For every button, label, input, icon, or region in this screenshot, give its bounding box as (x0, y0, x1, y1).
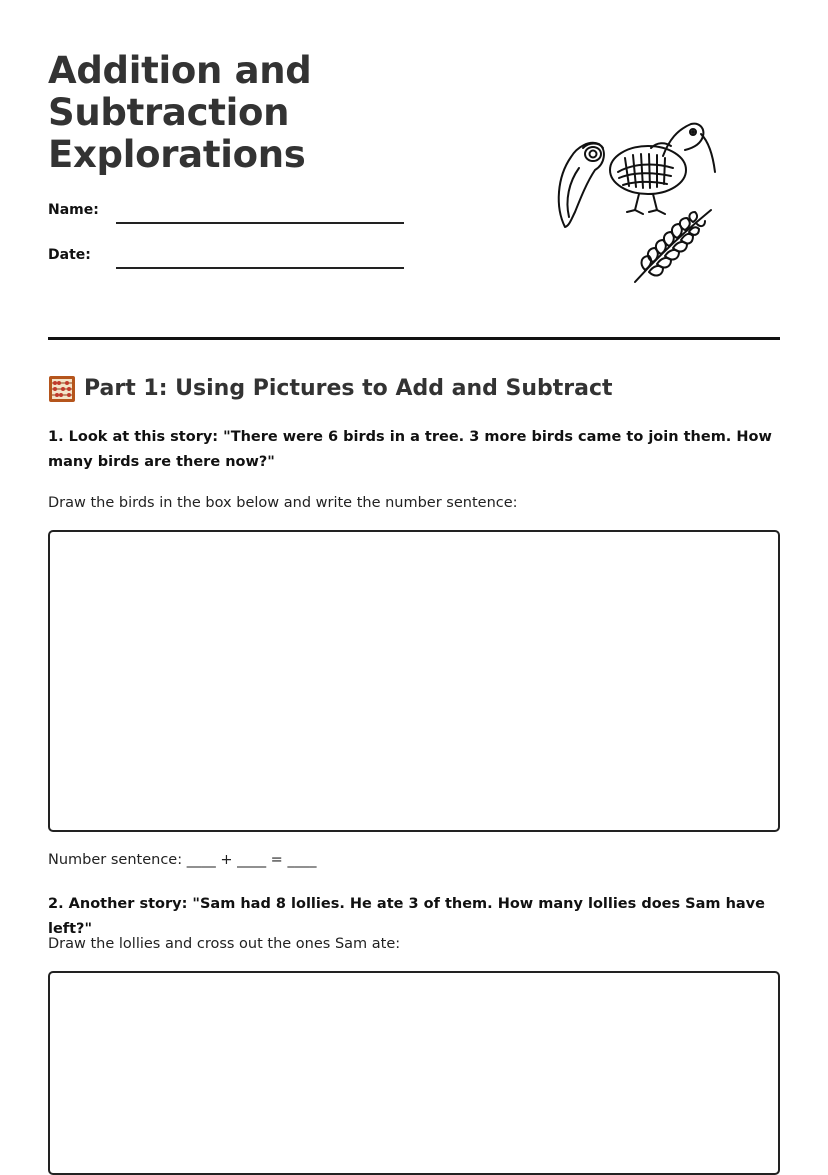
title-line-2: Subtraction (48, 91, 290, 134)
part1-heading (48, 374, 613, 404)
number-sentence: Number sentence: ____ + ____ = ____ (48, 852, 317, 868)
question-1: 1. Look at this story: "There were 6 birds in a tree. 3 more birds came to join them. How many birds are there now?" (48, 429, 772, 470)
section-divider (48, 337, 780, 340)
worksheet-page (48, 0, 780, 1118)
date-label: Date: (48, 247, 91, 263)
part1-title: Part 1: Using Pictures to Add and Subtract (84, 376, 613, 401)
page-title (48, 50, 312, 176)
question-2: 2. Another story: "Sam had 8 lollies. He ate 3 of them. How many lollies does Sam have left?" (48, 896, 765, 937)
drawing-box-birds[interactable] (48, 530, 780, 832)
name-label: Name: (48, 202, 99, 218)
drawing-box-lollies[interactable] (48, 971, 780, 1175)
date-field[interactable] (48, 245, 408, 271)
name-write-line[interactable] (116, 222, 404, 224)
instruction-2: Draw the lollies and cross out the ones Sam ate: (48, 936, 401, 952)
instruction-1: Draw the birds in the box below and write the number sentence: (48, 495, 518, 511)
date-write-line[interactable] (116, 267, 404, 269)
fern-frond-icon (635, 210, 711, 282)
abacus-icon (48, 375, 76, 403)
name-field[interactable] (48, 200, 408, 226)
ibis-bird-icon (610, 124, 715, 214)
hornbill-head-icon (559, 143, 604, 227)
worksheet-header (48, 0, 780, 340)
birds-and-fern-illustration (553, 112, 733, 287)
title-line-1: Addition and (48, 49, 312, 92)
title-line-3: Explorations (48, 133, 306, 176)
